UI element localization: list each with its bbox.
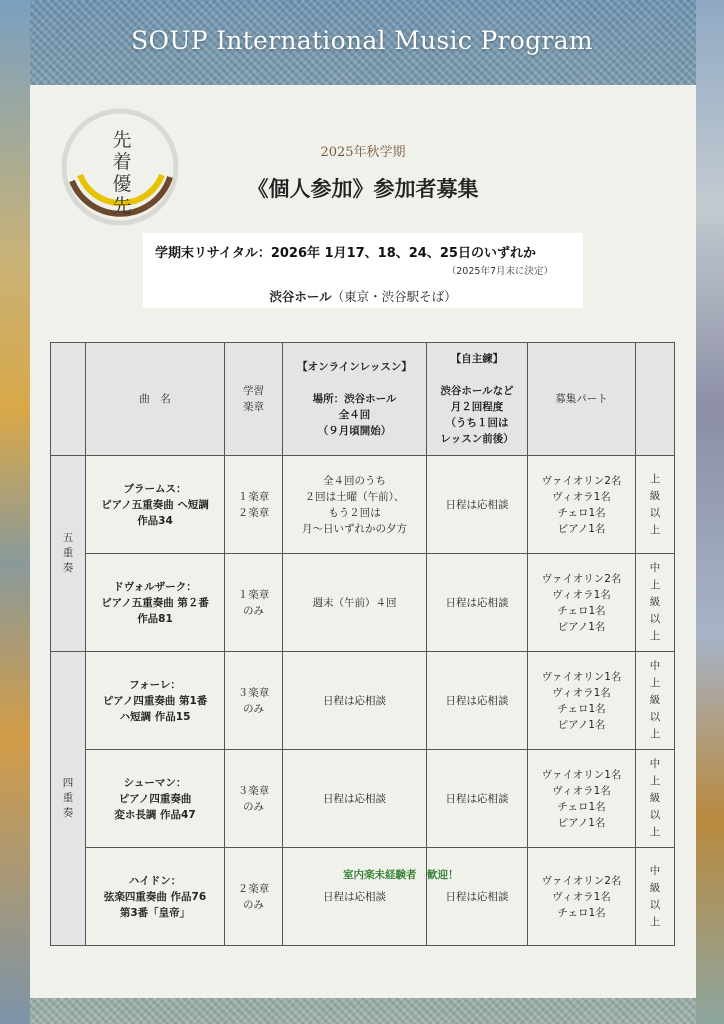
venue-name: 渋谷ホール: [269, 289, 332, 304]
movement: １楽章 のみ: [237, 588, 270, 617]
online-schedule: 日程は応相談: [323, 694, 386, 707]
parts: ヴァイオリン1名 ヴィオラ1名 チェロ1名 ピアノ1名: [541, 670, 622, 731]
movement: ３楽章 のみ: [237, 784, 270, 813]
background-pattern-right: [696, 0, 724, 1024]
level: 中級以上: [649, 864, 661, 928]
parts: ヴァイオリン1名 ヴィオラ1名 チェロ1名 ピアノ1名: [541, 768, 622, 829]
online-cell: [283, 848, 459, 946]
level: 中上級以上: [649, 758, 661, 838]
program-table: [50, 342, 675, 946]
movement: ２楽章 のみ: [237, 882, 270, 911]
online-cell: [283, 456, 427, 554]
group-quintet: [51, 456, 86, 652]
movement-cell: [225, 554, 283, 652]
piece-cell: [86, 652, 225, 750]
parts-cell: [528, 848, 636, 946]
self-schedule: 日程は応相談: [445, 890, 509, 903]
header-online-text: 【オンラインレッスン】 場所：渋谷ホール 全４回 （９月頃開始）: [297, 361, 412, 437]
parts-cell: [528, 554, 636, 652]
piece-name: フォーレ： ピアノ四重奏曲 第1番 ハ短調 作品15: [102, 678, 208, 723]
header-movement: [225, 343, 283, 456]
recital-info-box: [143, 233, 583, 308]
movement-cell: [225, 848, 283, 946]
piece-name: シューマン： ピアノ四重奏曲 変ホ長調 作品47: [114, 776, 196, 821]
header-level: [636, 343, 675, 456]
parts-cell: [528, 456, 636, 554]
online-cell: [283, 750, 427, 848]
table-row: [51, 750, 675, 848]
self-cell: [427, 848, 528, 946]
header-self-practice: [427, 343, 528, 456]
piece-cell: [86, 848, 225, 946]
program-title: SOUP International Music Program: [131, 26, 593, 55]
recital-dates: 学期末リサイタル：2026年 1月17、18、24、25日のいずれか: [155, 246, 536, 261]
beginner-welcome-note: 室内楽未経験者 歓迎！: [343, 869, 459, 881]
movement-cell: [225, 652, 283, 750]
header-movement-text: 学習 楽章: [243, 385, 264, 413]
level: 中上級以上: [649, 562, 661, 642]
level-cell: [636, 848, 675, 946]
level-cell: [636, 750, 675, 848]
self-cell: [427, 750, 528, 848]
piece-cell: [86, 554, 225, 652]
movement-cell: [225, 456, 283, 554]
self-schedule: 日程は応相談: [445, 792, 509, 805]
movement: １楽章 ２楽章: [237, 490, 270, 519]
header-online: [283, 343, 427, 456]
level-cell: [636, 652, 675, 750]
header-group-cell: [51, 343, 86, 456]
level-cell: [636, 554, 675, 652]
level-cell: [636, 456, 675, 554]
self-cell: [427, 554, 528, 652]
table-row: [51, 848, 675, 946]
header-piece-text: 曲 名: [139, 393, 171, 405]
parts-cell: [528, 750, 636, 848]
recruit-title: 《個人参加》参加者募集: [247, 177, 479, 201]
badge-text: 先着優先: [112, 129, 132, 217]
piece-name: ブラームス： ピアノ五重奏曲 ヘ短調 作品34: [101, 482, 209, 527]
self-schedule: 日程は応相談: [445, 694, 509, 707]
self-schedule: 日程は応相談: [445, 596, 509, 609]
table-row: [51, 456, 675, 554]
term-label: 2025年秋学期: [320, 145, 406, 160]
piece-cell: [86, 750, 225, 848]
piece-name: ハイドン： 弦楽四重奏曲 作品76 第3番「皇帝」: [103, 874, 207, 919]
level: 上級以上: [649, 472, 661, 536]
table-row: [51, 652, 675, 750]
recital-date-note: （2025年7月末に決定）: [446, 266, 553, 277]
level: 中上級以上: [649, 660, 661, 740]
parts: ヴァイオリン2名 ヴィオラ1名 チェロ1名 ピアノ1名: [541, 474, 622, 535]
online-schedule: 日程は応相談: [323, 890, 386, 903]
group-quartet-label: 四重奏: [62, 777, 74, 819]
online-schedule: 週末（午前）４回: [312, 596, 397, 609]
online-schedule: 日程は応相談: [323, 792, 386, 805]
first-come-badge: [58, 107, 182, 227]
background-pattern-left: [0, 0, 30, 1024]
header-self-text: 【自主練】 渋谷ホールなど 月２回程度 （うち１回は レッスン前後）: [440, 353, 514, 445]
movement-cell: [225, 750, 283, 848]
header-piece: [86, 343, 225, 456]
online-cell: [283, 652, 427, 750]
header-parts: [528, 343, 636, 456]
flyer-card: [30, 85, 696, 998]
movement: ３楽章 のみ: [237, 686, 270, 715]
group-quintet-label: 五重奏: [62, 532, 74, 574]
group-quartet: [51, 652, 86, 946]
table-header-row: [51, 343, 675, 456]
piece-cell: [86, 456, 225, 554]
venue-detail: （東京・渋谷駅そば）: [331, 289, 457, 304]
online-cell: [283, 554, 427, 652]
parts-cell: [528, 652, 636, 750]
table-row: [51, 554, 675, 652]
self-cell: [427, 456, 528, 554]
self-schedule: 日程は応相談: [445, 498, 509, 511]
parts: ヴァイオリン2名 ヴィオラ1名 チェロ1名: [541, 874, 622, 919]
online-schedule: 全４回のうち ２回は土曜（午前）、 もう２回は 月～日いずれかの夕方: [302, 474, 407, 535]
piece-name: ドヴォルザーク： ピアノ五重奏曲 第２番 作品81: [101, 580, 209, 625]
self-cell: [427, 652, 528, 750]
header-parts-text: 募集パート: [555, 393, 608, 405]
venue-line: [143, 287, 583, 305]
parts: ヴァイオリン2名 ヴィオラ1名 チェロ1名 ピアノ1名: [541, 572, 622, 633]
